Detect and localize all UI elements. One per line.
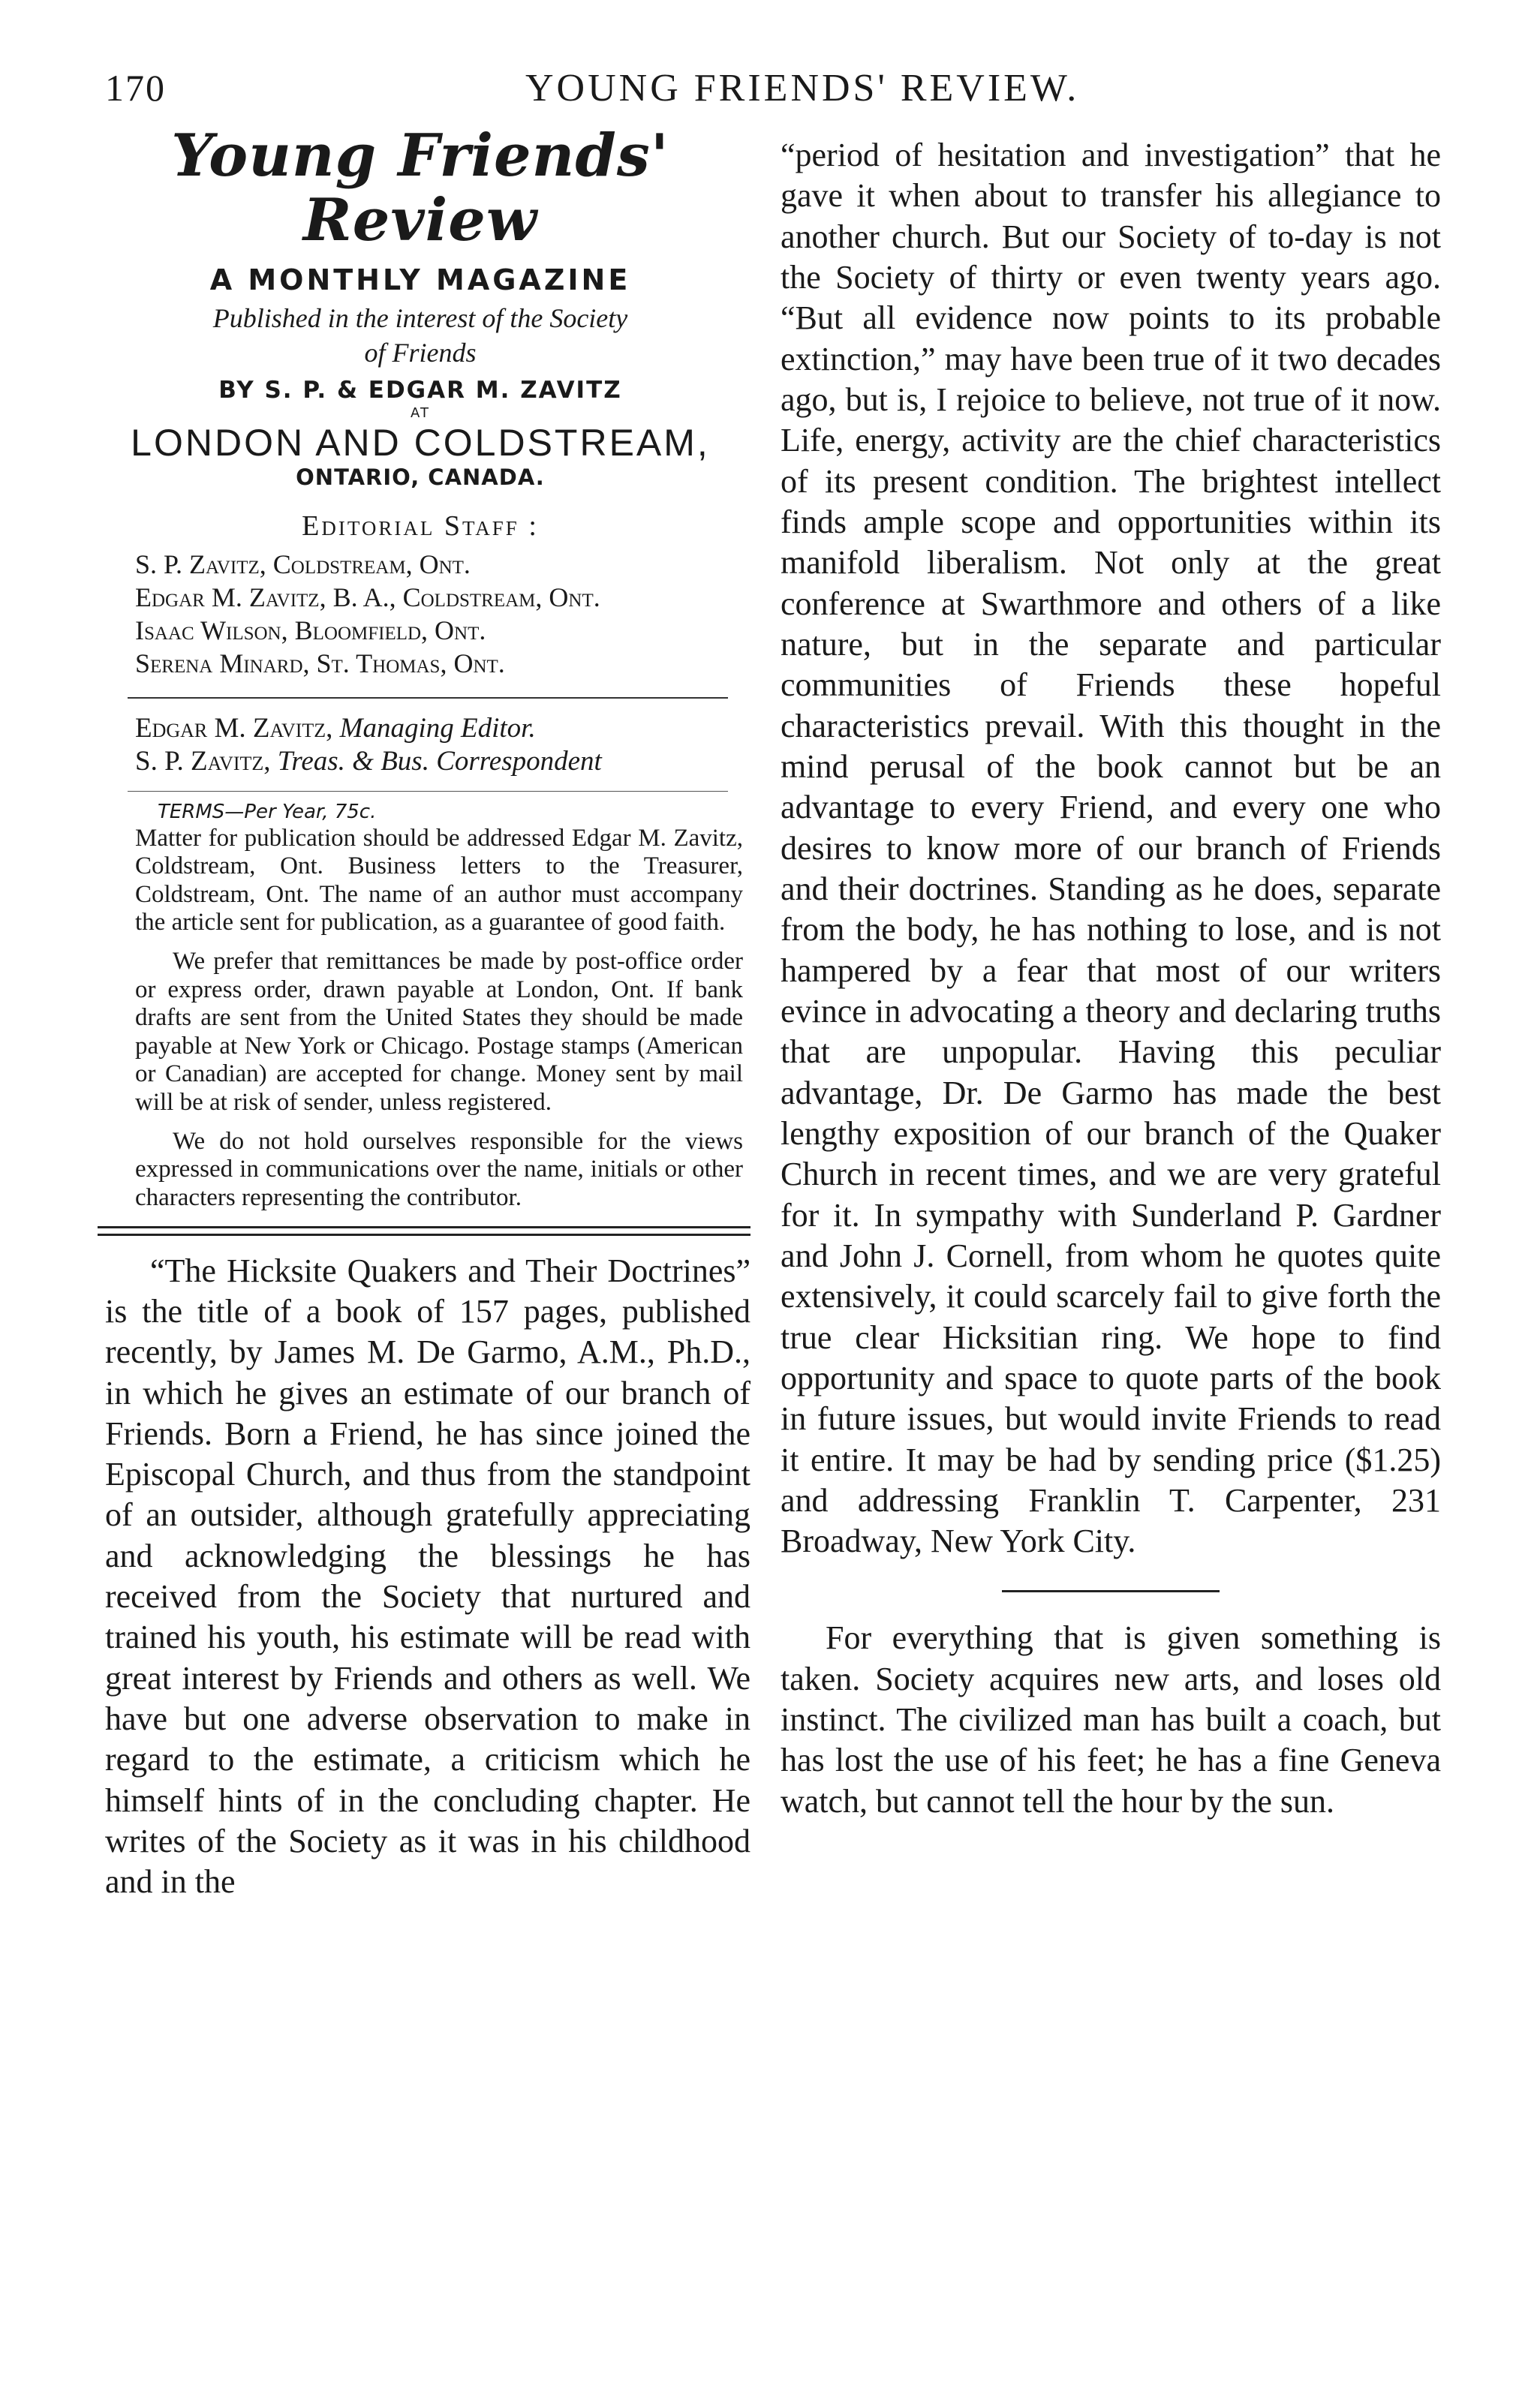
divider xyxy=(128,791,728,792)
treasurer-name: S. P. Zavitz, xyxy=(135,746,271,777)
notice-paragraph: We do not hold ourselves responsible for the views expressed in communications over the name, initials or other characters representing the contributor. xyxy=(135,1127,743,1211)
masthead-subtitle: A MONTHLY MAGAZINE xyxy=(209,263,631,296)
managing-editor-line xyxy=(135,712,750,745)
running-title: YOUNG FRIENDS' REVIEW. xyxy=(525,67,1080,110)
location: LONDON AND COLDSTREAM, xyxy=(131,422,710,464)
page-number: 170 xyxy=(105,67,166,109)
staff-heading: Editorial Staff : xyxy=(302,510,539,543)
published-line-1: Published in the interest of the Society xyxy=(212,302,628,333)
managing-editor-name: Edgar M. Zavitz, xyxy=(135,712,333,744)
divider xyxy=(1002,1590,1220,1592)
terms-notice xyxy=(90,825,750,1213)
staff-member: Edgar M. Zavitz, B. A., Coldstream, Ont. xyxy=(135,582,600,613)
article-right xyxy=(781,135,1441,1562)
article-left xyxy=(90,1251,750,1903)
published-line-2: of Friends xyxy=(364,338,477,368)
country: ONTARIO, CANADA. xyxy=(296,464,545,491)
left-column xyxy=(90,124,750,1903)
notice-paragraph: Matter for publication should be addressed Edgar M. Zavitz, Coldstream, Ont. Business letters to the Treasurer, Coldstream, Ont. The name of an author must accompany the article sent for publication, as a guarantee of good faith. xyxy=(135,824,743,936)
double-rule xyxy=(98,1226,750,1236)
closing-paragraph: For everything that is given something is taken. Society acquires new arts, and loses old instinct. The civilized man has built a coach, but has lost the use of his feet; he has a fine Geneva watch, but cannot tell the hour by the sun. xyxy=(781,1619,1441,1820)
article-paragraph: “period of hesitation and investigation” that he gave it when about to transfer his allegiance to another church. But our Society of to-day is not the Society of thirty or even twenty years ago. “But all evidence now points to its probable extinction,” may have been true of it two decades ago, but is, I rejoice to believe, not true of it now. Life, energy, activity are the chief characteristics of its present condition. The brightest intellect finds ample scope and opportunities within its manifold liberalism. Not only at the great conference at Swarthmore and others of a like nature, but in the separate and particular communities of Friends these hopeful characteristics prevail. With this thought in the mind perusal of the book cannot but be an advantage to every Friend, and every one who desires to know more of our branch of Friends and their doctrines. Standing as he does, separate from the body, he has nothing to lose, and is not hampered by a fear that most of our writers evince in advocating a theory and declaring truths that are unpopular. Having this peculiar advantage, Dr. De Garmo has made the best lengthy exposition of our branch of the Quaker Church in recent times, and we are very grateful for it. In sympathy with Sunderland P. Gardner and John J. Cornell, from whom he quotes quite extensively, it could scarcely fail to give forth the true clear Hicksitian ring. We hope to find opportunity and space to quote parts of the book in future issues, but would invite Friends to read it entire. It may be had by sending price ($1.25) and addressing Franklin T. Carpenter, 231 Broadway, New York City. xyxy=(781,137,1441,1560)
at-line: AT xyxy=(411,405,430,422)
article-paragraph: “The Hicksite Quakers and Their Doctrines” is the title of a book of 157 pages, published recently, by James M. De Garmo, A.M., Ph.D., in which he gives an estimate of our branch of Friends. Born a Friend, he has since joined the Episcopal Church, and thus from the standpoint of an outsider, although gratefully appreciating and acknowledging the blessings he has received from the Society that nurtured and trained his youth, his estimate will be read with great interest by Friends and others as well. We have but one adverse observation to make in regard to the estimate, a criticism which he himself hints of in the concluding chapter. He writes of the Society as it was in his childhood and in the xyxy=(105,1252,750,1901)
notice-paragraph: We prefer that remittances be made by post-office order or express order, drawn payable at London, Ont. If bank drafts are sent from the United States they should be made payable at New York or Chicago. Postage stamps (American or Canadian) are accepted for change. Money sent by mail will be at risk of sender, unless registered. xyxy=(135,948,743,1117)
divider xyxy=(128,697,728,699)
staff-list xyxy=(90,549,750,681)
staff-member: Serena Minard, St. Thomas, Ont. xyxy=(135,648,505,678)
treasurer-role: Treas. & Bus. Correspondent xyxy=(277,746,602,777)
staff-member: S. P. Zavitz, Coldstream, Ont. xyxy=(135,549,471,580)
closing-piece xyxy=(781,1618,1441,1822)
terms-heading: TERMS—Per Year, 75c. xyxy=(158,800,377,823)
masthead-title: Young Friends' Review xyxy=(171,122,669,254)
running-head xyxy=(105,66,1456,119)
managing-editor-role: Managing Editor. xyxy=(339,712,536,744)
published-note xyxy=(90,301,750,371)
byline: BY S. P. & EDGAR M. ZAVITZ xyxy=(218,377,622,404)
staff-member: Isaac Wilson, Bloomfield, Ont. xyxy=(135,615,486,645)
right-column xyxy=(781,135,1441,1822)
treasurer-line xyxy=(135,745,750,778)
editors-block xyxy=(90,712,750,779)
